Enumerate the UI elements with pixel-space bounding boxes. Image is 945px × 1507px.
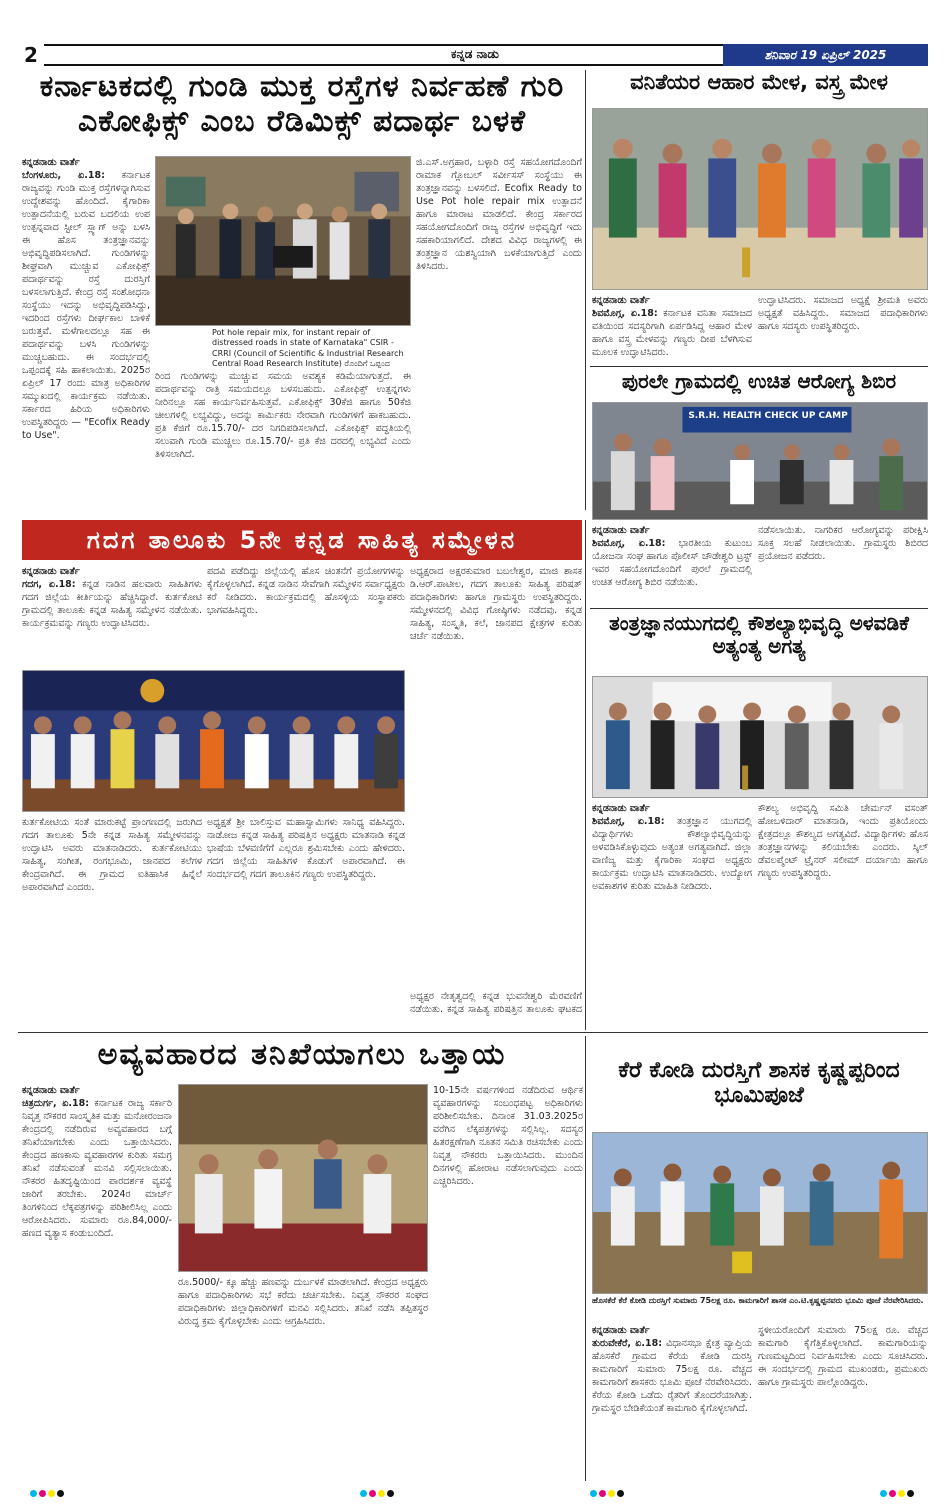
photo-sammelana-stage	[22, 670, 405, 812]
audit-col3: 10-15ನೇ ವರ್ಷಗಳಿಂದ ನಡೆದಿರುವ ಆರ್ಥಿಕ ವ್ಯವಹಾರಗಳನ್ನು ಸಂಬಂಧಪಟ್ಟ ಅಧಿಕಾರಿಗಳು ಪರಿಶೀಲಿಸಬೇಕು. ದಿನಾಂಕ 31.03.2025ರ ವರೆಗಿನ ಲೆಕ್ಕಪತ್ರಗಳನ್ನು ಸಲ್ಲಿಸಿಲ್ಲ. ಸದಸ್ಯರ ಹಿತರಕ್ಷಣೆಗಾಗಿ ನೂತನ ಸಮಿತಿ ರಚಿಸಬೇಕು ಎಂದು ನಿವೃತ್ತ ನೌಕರರು ಒತ್ತಾಯಿಸಿದರು. ಮುಂದಿನ ದಿನಗಳಲ್ಲಿ ಹೋರಾಟ ನಡೆಸಲಾಗುವುದು ಎಂದು ಎಚ್ಚರಿಸಿದರು.	[433, 1085, 583, 1187]
gadag-col2: ಪದವಿ ಪಡೆದಿದ್ದು ಜಿಲ್ಲೆಯಲ್ಲಿ ಹೊಸ ಚಿಂತನೆಗೆ ಪ್ರಯೋಗಗಳನ್ನು ಕೈಗೊಳ್ಳಲಾಗಿದೆ. ಕನ್ನಡ ನಾಡಿನ ಸೇವೆಗಾಗಿ ಸಮ್ಮೇಳನ ಸರ್ವಾಧ್ಯಕ್ಷರು ಕರೆ ನೀಡಿದರು. ಕಾರ್ಯಕ್ರಮದಲ್ಲಿ ಹೊಸಳ್ಳಿಯ ಸಂಸ್ಥಾಪಕರು ಭಾಗವಹಿಸಿದ್ದರು.	[207, 566, 405, 616]
story-text: ಕನ್ನಡ ನಾಡಿನ ಹಲವಾರು ಸಾಹಿತಿಗಳು ಗದಗ ಜಿಲ್ಲೆಯ ಕೀರ್ತಿಯನ್ನು ಹೆಚ್ಚಿಸಿದ್ದಾರೆ. ಕುರ್ತಕೋಟಿ ಗ್ರಾಮದಲ್ಲಿ ತಾಲೂಕು ಕನ್ನಡ ಸಾಹಿತ್ಯ ಸಮ್ಮೇಳನ ನಡೆಯಿತು. ಕಾರ್ಯಕ್ರಮವನ್ನು ಗಣ್ಯರು ಉದ್ಘಾಟಿಸಿದರು.	[22, 579, 202, 629]
column-divider	[585, 1036, 586, 1481]
story-text: ಕರ್ನಾಟಕ ರಾಜ್ಯ ಸರ್ಕಾರಿ ನಿವೃತ್ತ ನೌಕರರ ಸಾಂಸ್ಕೃತಿಕ ಮತ್ತು ಮನೋರಂಜನಾ ಕೇಂದ್ರದಲ್ಲಿ ನಡೆದಿರುವ ಅವ್ಯವಹಾರದ ಬಗ್ಗೆ ತನಿಖೆಯಾಗಬೇಕು ಎಂದು ಒತ್ತಾಯಿಸಿದರು. ಕೇಂದ್ರದ ಹಣಕಾಸು ವ್ಯವಹಾರಗಳ ಕುರಿತು ಸಮಗ್ರ ತನಿಖೆ ನಡೆಸುವಂತೆ ಮನವಿ ಸಲ್ಲಿಸಲಾಯಿತು. ನೌಕರರ ಹಿತದೃಷ್ಟಿಯಿಂದ ಪಾರದರ್ಶಕ ವ್ಯವಸ್ಥೆ ಜಾರಿಗೆ ತರಬೇಕು. 2024ರ ಮಾರ್ಚ್ ತಿಂಗಳಿನಿಂದ ಲೆಕ್ಕಪತ್ರಗಳನ್ನು ಪರಿಶೀಲಿಸಿಲ್ಲ ಎಂದು ಆರೋಪಿಸಿದರು. ಸುಮಾರು ರೂ.84,000/- ಹಣದ ವ್ಯತ್ಯಾಸ ಕಂಡುಬಂದಿದೆ.	[22, 1098, 172, 1239]
headline-food-fair: ವನಿತೆಯರ ಆಹಾರ ಮೇಳ, ವಸ್ತ್ರ ಮೇಳ	[630, 70, 888, 94]
print-registration-dots	[590, 1490, 630, 1498]
photo-health-camp	[592, 402, 928, 520]
headline-skills: ತಂತ್ರಜ್ಞಾನಯುಗದಲ್ಲಿ ಕೌಶಲ್ಯಾಭಿವೃದ್ಧಿ ಅಳವಡಿಕೆ ಅತ್ಯಂತ್ಯ ಅಗತ್ಯ	[609, 612, 909, 658]
gadag-col3: ಅಧ್ಯಕ್ಷರಾದ ಅಕ್ಷರಕುಮಾರ ಬಬಲೇಶ್ವರ, ಮಾಜಿ ಶಾಸಕ ಡಿ.ಆರ್.ಪಾಟೀಲ, ಗದಗ ತಾಲೂಕು ಸಾಹಿತ್ಯ ಪರಿಷತ್ ಪದಾಧಿಕಾರಿಗಳು ಹಾಗೂ ಗ್ರಾಮಸ್ಥರು ಉಪಸ್ಥಿತರಿದ್ದರು. ಸಮ್ಮೇಳನದಲ್ಲಿ ವಿವಿಧ ಗೋಷ್ಠಿಗಳು ನಡೆದವು. ಕನ್ನಡ ಸಾಹಿತ್ಯ, ಸಂಸ್ಕೃತಿ, ಕಲೆ, ಜಾನಪದ ಕ್ಷೇತ್ರಗಳ ಕುರಿತು ಚರ್ಚೆ ನಡೆಯಿತು.	[410, 566, 582, 642]
print-registration-dots	[880, 1490, 920, 1498]
dateline: ಶಿವಮೊಗ್ಗ, ಏ.18:	[592, 308, 658, 319]
dateline: ಶಿವಮೊಗ್ಗ, ಏ.18:	[592, 538, 666, 549]
column-divider	[585, 520, 586, 1030]
gadag-col5: ಅಧ್ಯಕ್ಷತೆ ಶ್ರೀ ಬಾಲಿಸ್ತುವ ಮಹಾಸ್ವಾಮಿಗಳು ಸಾನಿಧ್ಯ ವಹಿಸಿದ್ದರು. ನಾಡೋಜ ಕನ್ನಡ ಸಾಹಿತ್ಯ ಪರಿಷತ್ತಿನ ಅಧ್ಯಕ್ಷರು ಮಾತನಾಡಿ ಕನ್ನಡ ಭಾಷೆಯ ಬೆಳವಣಿಗೆಗೆ ಎಲ್ಲರೂ ಶ್ರಮಿಸಬೇಕು ಎಂದು ಹೇಳಿದರು. ಗದಗ ಜಿಲ್ಲೆಯ ಸಾಹಿತಿಗಳ ಕೊಡುಗೆ ಅಪಾರವಾಗಿದೆ. ಈ ಸಂದರ್ಭದಲ್ಲಿ ಗದಗ ತಾಲೂಕಿನ ಗಣ್ಯರು ಉಪಸ್ಥಿತರಿದ್ದರು.	[207, 817, 405, 880]
byline: ಕನ್ನಡನಾಡು ವಾರ್ತೆ	[22, 1085, 80, 1096]
byline: ಕನ್ನಡನಾಡು ವಾರ್ತೆ	[22, 566, 80, 577]
health-camp-banner: S.R.H. HEALTH CHECK UP CAMP	[688, 411, 848, 421]
byline: ಕನ್ನಡನಾಡು ವಾರ್ತೆ	[592, 525, 650, 536]
lake-col1	[592, 1324, 752, 1479]
byline: ಕನ್ನಡನಾಡು ವಾರ್ತೆ	[592, 1325, 650, 1336]
photo-audit-meeting	[178, 1084, 428, 1272]
skills-col2: ಕೌಶಲ್ಯ ಅಭಿವೃದ್ಧಿ ಸಮಿತಿ ಚೇರ್ಮನ್ ವಸಂತ್ ಹೋಬಳಿದಾರ್ ಮಾತನಾಡಿ, ಇಂದು ಪ್ರತಿಯೊಂದು ಕ್ಷೇತ್ರದಲ್ಲೂ ಕೌಶಲ್ಯದ ಅಗತ್ಯವಿದೆ. ವಿದ್ಯಾರ್ಥಿಗಳು ಹೊಸ ತಂತ್ರಜ್ಞಾನಗಳನ್ನು ಕಲಿಯಬೇಕು ಎಂದರು. ಸ್ಕಿಲ್ ಡೆವಲಪ್ಮೆಂಟ್ ಟ್ರೈನರ್ ಸಲೀಮ್ ದರ್ಯಾಯಿ ಹಾಗೂ ಗಣ್ಯರು ಉಪಸ್ಥಿತರಿದ್ದರು.	[758, 803, 928, 879]
audit-col1	[22, 1084, 172, 1479]
health-camp-col2: ನಡೆಸಲಾಯಿತು. ನಾಗರಿಕರ ಆರೋಗ್ಯವನ್ನು ಪರೀಕ್ಷಿಸಿ ಸೂಕ್ತ ಸಲಹೆ ನೀಡಲಾಯಿತು. ಗ್ರಾಮಸ್ಥರು ಶಿಬಿರದ ಪ್ರಯೋಜನ ಪಡೆದರು.	[758, 525, 928, 562]
print-registration-dots	[30, 1490, 70, 1498]
photo-food-fair	[592, 108, 928, 290]
skills-col1	[592, 802, 752, 1028]
print-registration-dots	[360, 1490, 400, 1498]
dateline: ಗದಗ, ಏ.18:	[22, 579, 76, 590]
headline-gadag-sammelana: ಗದಗ ತಾಲೂಕು 5ನೇ ಕನ್ನಡ ಸಾಹಿತ್ಯ ಸಮ್ಮೇಳನ	[22, 520, 582, 560]
section-divider	[18, 1032, 928, 1033]
dateline: ಬೆಂಗಳೂರು, ಏ.18:	[22, 170, 105, 181]
food-fair-col1	[592, 294, 752, 364]
food-fair-col2: ಉದ್ಘಾಟಿಸಿದರು. ಸಮಾಜದ ಅಧ್ಯಕ್ಷೆ ಶ್ರೀಮತಿ ಅವರು ಅಧ್ಯಕ್ಷತೆ ವಹಿಸಿದ್ದರು. ಸಮಾಜದ ಪದಾಧಿಕಾರಿಗಳು ಹಾಗೂ ಸದಸ್ಯರು ಉಪಸ್ಥಿತರಿದ್ದರು.	[758, 295, 928, 332]
paper-name: ಕನ್ನಡ ನಾಡು	[451, 47, 499, 61]
audit-col2: ರೂ.5000/- ಕ್ಕೂ ಹೆಚ್ಚು ಹಣವನ್ನು ದುರ್ಬಳಕೆ ಮಾಡಲಾಗಿದೆ. ಕೇಂದ್ರದ ಅಧ್ಯಕ್ಷರು ಹಾಗೂ ಪದಾಧಿಕಾರಿಗಳು ಸಭೆ ಕರೆದು ಚರ್ಚಿಸಬೇಕು. ನಿವೃತ್ತ ನೌಕರರ ಸಂಘದ ಪದಾಧಿಕಾರಿಗಳು ಜಿಲ್ಲಾಧಿಕಾರಿಗಳಿಗೆ ಮನವಿ ಸಲ್ಲಿಸಿದರು. ತನಿಖೆ ನಡೆಸಿ ತಪ್ಪಿತಸ್ಥರ ವಿರುದ್ಧ ಕ್ರಮ ಕೈಗೊಳ್ಳಬೇಕು ಎಂದು ಆಗ್ರಹಿಸಿದರು.	[178, 1277, 428, 1327]
headline-lake-repair: ಕೆರೆ ಕೋಡಿ ದುರಸ್ತಿಗೆ ಶಾಸಕ ಕೃಷ್ಣಪ್ಪರಿಂದ ಭೂಮಿಪೂಜೆ	[618, 1058, 900, 1109]
health-camp-col1	[592, 524, 752, 606]
gadag-col4: ಕುರ್ತಕೋಟಿಯ ಸಂತೆ ಮಾರುಕಟ್ಟೆ ಪ್ರಾಂಗಣದಲ್ಲಿ ಜರುಗಿದ ಗದಗ ತಾಲೂಕು 5ನೇ ಕನ್ನಡ ಸಾಹಿತ್ಯ ಸಮ್ಮೇಳನವನ್ನು ಉದ್ಘಾಟಿಸಿ ಅವರು ಮಾತನಾಡಿದರು. ಕುರ್ತಕೋಟಿಯು ಸಾಹಿತ್ಯ, ಸಂಗೀತ, ರಂಗಭೂಮಿ, ಜಾನಪದ ಕಲೆಗಳ ಕೇಂದ್ರವಾಗಿದೆ. ಈ ಗ್ರಾಮದ ಐತಿಹಾಸಿಕ ಹಿನ್ನೆಲೆ ಅಪಾರವಾಗಿದೆ ಎಂದರು.	[22, 817, 202, 893]
main-story-col3	[416, 156, 582, 508]
lake-col2: ಸ್ಥಳೀಯರೊಂದಿಗೆ ಸುಮಾರು 75ಲಕ್ಷ ರೂ. ವೆಚ್ಚದ ಕಾಮಗಾರಿ ಕೈಗೆತ್ತಿಕೊಳ್ಳಲಾಗಿದೆ. ಕಾಮಗಾರಿಯನ್ನು ಗುಣಮಟ್ಟದಿಂದ ನಿರ್ವಹಿಸಬೇಕು ಎಂದು ಸೂಚಿಸಿದರು. ಈ ಸಂದರ್ಭದಲ್ಲಿ ಗ್ರಾಮದ ಮುಖಂಡರು, ಪ್ರಮುಖರು ಹಾಗೂ ಗ್ರಾಮಸ್ಥರು ಪಾಲ್ಗೊಂಡಿದ್ದರು.	[758, 1325, 928, 1388]
headline-main: ಕರ್ನಾಟಕದಲ್ಲಿ ಗುಂಡಿ ಮುಕ್ತ ರಸ್ತೆಗಳ ನಿರ್ವಹಣೆ ಗುರಿ ಎಕೋಫಿಕ್ಸ್ ಎಂಬ ರೆಡಿಮಿಕ್ಸ್ ಪದಾರ್ಥ ಬಳಕೆ	[39, 70, 565, 139]
headline-audit: ಅವ್ಯವಹಾರದ ತನಿಖೆಯಾಗಲು ಒತ್ತಾಯ	[97, 1038, 507, 1072]
story-text: ಭಾರತೀಯ ಕುಟುಂಬ ಯೋಜನಾ ಸಂಘ ಹಾಗೂ ಪೊಲೀಸ್ ಚೌಡೇಶ್ವರಿ ಟ್ರಸ್ಟ್ ಇವರ ಸಹಯೋಗದೊಂದಿಗೆ ಪುರಲೆ ಗ್ರಾಮದಲ್ಲಿ ಉಚಿತ ಆರೋಗ್ಯ ಶಿಬಿರ ನಡೆಯಿತು.	[592, 538, 752, 588]
gadag-col6: ಅಧ್ಯಕ್ಷರ ನೇತೃತ್ವದಲ್ಲಿ ಕನ್ನಡ ಭುವನೇಶ್ವರಿ ಮೆರವಣಿಗೆ ನಡೆಯಿತು. ಕನ್ನಡ ಸಾಹಿತ್ಯ ಪರಿಷತ್ತಿನ ತಾಲೂಕು ಘಟಕದ	[410, 991, 582, 1015]
lake-photo-caption: ಹೊಸಕೆರೆ ಕೆರೆ ಕೋಡಿ ದುರಸ್ತಿಗೆ ಸುಮಾರು 75ಲಕ್ಷ ರೂ. ಕಾಮಗಾರಿಗೆ ಶಾಸಕ ಎಂ.ಟಿ.ಕೃಷ್ಣಪ್ಪನವರು ಭೂಮಿ ಪೂಜೆ ನೆರವೇರಿಸಿದರು.	[592, 1296, 924, 1305]
story-text: ಕರ್ನಾಟಕ ವನಿತಾ ಸಮಾಜದ ವತಿಯಿಂದ ಸದಸ್ಯರಿಗಾಗಿ ಏರ್ಪಡಿಸಿದ್ದ ಆಹಾರ ಮೇಳ ಹಾಗೂ ವಸ್ತ್ರ ಮೇಳವನ್ನು ಗಣ್ಯರು ದೀಪ ಬೆಳಗಿಸುವ ಮೂಲಕ ಉದ್ಘಾಟಿಸಿದರು.	[592, 308, 752, 358]
headline-health-camp: ಪುರಲೇ ಗ್ರಾಮದಲ್ಲಿ ಉಚಿತ ಆರೋಗ್ಯ ಶಿಬಿರ	[621, 370, 897, 393]
byline: ಕನ್ನಡನಾಡು ವಾರ್ತೆ	[592, 295, 650, 306]
byline: ಕನ್ನಡನಾಡು ವಾರ್ತೆ	[592, 803, 650, 814]
story-text: ಜಿ.ಎಸ್.ಅಗ್ರಹಾರ, ಬಳ್ಳಾರಿ ರಸ್ತೆ ಸಹಯೋಗದೊಂದಿಗೆ ರಾಮಾಕ ಗ್ಲೋಬಲ್ ಸರ್ವೀಸಸ್ ಸಂಸ್ಥೆಯು ಈ ತಂತ್ರಜ್ಞಾನವನ್ನು ಬಳಸಲಿದೆ. Ecofix Ready to Use Pot hole repair mix ಉತ್ಪಾದನೆ ಹಾಗೂ ಮಾರಾಟ ಮಾಡಲಿದೆ. ಕೇಂದ್ರ ಸರ್ಕಾರದ ಸಹಯೋಗದೊಂದಿಗೆ ರಾಜ್ಯ ರಸ್ತೆಗಳ ಅಭಿವೃದ್ಧಿಗೆ ಇದು ಸಹಕಾರಿಯಾಗಲಿದೆ. ದೇಶದ ವಿವಿಧ ರಾಜ್ಯಗಳಲ್ಲಿ ಈ ತಂತ್ರಜ್ಞಾನ ಯಶಸ್ವಿಯಾಗಿ ಬಳಕೆಯಾಗುತ್ತಿದೆ ಎಂದು ತಿಳಿಸಿದರು.	[416, 157, 582, 272]
main-photo-caption: Pot hole repair mix, for instant repair of distressed roads in state of Karnataka" CSIR - CRRI (Council of Scientific & Industrial Research Central Road Research Institute) ರೊಂದಿಗೆ ಒಪ್ಪಂದ	[212, 328, 404, 368]
photo-agreement-signing	[155, 156, 411, 326]
issue-date: ಶನಿವಾರ 19 ಏಪ್ರಿಲ್ 2025	[723, 44, 928, 66]
page-number: 2	[18, 44, 44, 66]
dateline: ಶಿವಮೊಗ್ಗ, ಏ.18:	[592, 816, 665, 827]
gadag-col1	[22, 565, 202, 667]
column-divider	[585, 70, 586, 510]
main-story-col2: ರಿಂದ ಗುಂಡಿಗಳನ್ನು ಮುಚ್ಚುವ ಸಮಯ ಅವಶ್ಯಕ ಕಡಿಮೆಯಾಗುತ್ತದೆ. ಈ ಪದಾರ್ಥವನ್ನು ರಾತ್ರಿ ಸಮಯದಲ್ಲೂ ಬಳಸಬಹುದು. ಎಕೋಫಿಕ್ಸ್ ಉತ್ಪನ್ನಗಳು ನೀರಿನಲ್ಲೂ ಸಹ ಕಾರ್ಯನಿರ್ವಹಿಸುತ್ತವೆ. ಎಕೋಫಿಕ್ಸ್ 30ಕೆಜಿ ಹಾಗೂ 50ಕೆಜಿ ಚೀಲಗಳಲ್ಲಿ ಲಭ್ಯವಿದ್ದು, ಅದನ್ನು ಕಾರ್ಮಿಕರು ನೇರವಾಗಿ ಗುಂಡಿಗಳಿಗೆ ಹಾಕಬಹುದು. ಪ್ರತಿ ಕೆಜಿಗೆ ರೂ.15.70/- ದರ ನಿಗದಿಪಡಿಸಲಾಗಿದೆ. ಎಕೋಫಿಕ್ಸ್ ಪದ್ಧತಿಯಲ್ಲಿ ಸಲುವಾಗಿ ಗುಂಡಿ ಮುಚ್ಚಲು ರೂ.15.70/- ಪ್ರತಿ ಕೆಜಿ ದರದಲ್ಲಿ ಲಭ್ಯವಿದೆ ಎಂದು ತಿಳಿಸಲಾಗಿದೆ.	[155, 371, 411, 460]
story-text: ಕರ್ನಾಟಕ ರಾಜ್ಯವನ್ನು ಗುಂಡಿ ಮುಕ್ತ ರಸ್ತೆಗಳನ್ನಾಗಿಸುವ ಉದ್ದೇಶವನ್ನು ಹೊಂದಿದೆ. ಕೈಗಾರಿಕಾ ಉತ್ಪಾದನೆಯಲ್ಲಿ ಬರುವ ಬದಲಿಯ ಉಪ ಉತ್ಪನ್ನವಾದ ಸ್ಟೀಲ್ ಸ್ಲ್ಯಾಗ್ ಅನ್ನು ಬಳಸಿ ಈ ಹೊಸ ತಂತ್ರಜ್ಞಾನವನ್ನು ಅಭಿವೃದ್ಧಿಪಡಿಸಲಾಗಿದೆ. ಗುಂಡಿಗಳನ್ನು ಶೀಘ್ರವಾಗಿ ಮುಚ್ಚುವ ಎಕೋಫಿಕ್ಸ್ ಪದಾರ್ಥವನ್ನು ರಸ್ತೆ ದುರಸ್ತಿಗೆ ಬಳಸಲಾಗುತ್ತಿದೆ. ಕೇಂದ್ರ ರಸ್ತೆ ಸಂಶೋಧನಾ ಸಂಸ್ಥೆಯು ಇದನ್ನು ಅಭಿವೃದ್ಧಿಪಡಿಸಿದ್ದು, ಇದರಿಂದ ರಸ್ತೆಗಳು ದೀರ್ಘಕಾಲ ಬಾಳಿಕೆ ಬರುತ್ತವೆ. ಮಳೆಗಾಲದಲ್ಲೂ ಸಹ ಈ ಪದಾರ್ಥವನ್ನು ಬಳಸಿ ಗುಂಡಿಗಳನ್ನು ಮುಚ್ಚಬಹುದು. ಈ ಸಂದರ್ಭದಲ್ಲಿ ಒಪ್ಪಂದಕ್ಕೆ ಸಹಿ ಹಾಕಲಾಯಿತು. 2025ರ ಏಪ್ರಿಲ್ 17 ರಂದು ಮಾತ್ರ ಅಧಿಕಾರಿಗಳ ಸಮ್ಮುಖದಲ್ಲಿ ಕಾರ್ಯಕ್ರಮ ನಡೆಯಿತು. ಸರ್ಕಾರದ ಹಿರಿಯ ಅಧಿಕಾರಿಗಳು ಉಪಸ್ಥಿತರಿದ್ದರು — "Ecofix Ready to Use".	[22, 170, 150, 441]
main-story-col1	[22, 156, 150, 508]
story-text: ತಂತ್ರಜ್ಞಾನ ಯುಗದಲ್ಲಿ ವಿದ್ಯಾರ್ಥಿಗಳು ಕೌಶಲ್ಯಾಭಿವೃದ್ಧಿಯನ್ನು ಅಳವಡಿಸಿಕೊಳ್ಳುವುದು ಅತ್ಯಂತ ಅಗತ್ಯವಾಗಿದೆ. ಜಿಲ್ಲಾ ವಾಣಿಜ್ಯ ಮತ್ತು ಕೈಗಾರಿಕಾ ಸಂಘದ ಅಧ್ಯಕ್ಷರು ಕಾರ್ಯಕ್ರಮ ಉದ್ಘಾಟಿಸಿ ಮಾತನಾಡಿದರು. ಉದ್ಯೋಗ ಅವಕಾಶಗಳ ಕುರಿತು ಮಾಹಿತಿ ನೀಡಿದರು.	[592, 816, 752, 892]
photo-bhoomi-pooja	[592, 1132, 928, 1294]
byline: ಕನ್ನಡನಾಡು ವಾರ್ತೆ	[22, 157, 80, 168]
story-text: ವಿಧಾನಸಭಾ ಕ್ಷೇತ್ರ ವ್ಯಾಪ್ತಿಯ ಹೊಸಕೆರೆ ಗ್ರಾಮದ ಕೆರೆಯ ಕೋಡಿ ದುರಸ್ತಿ ಕಾಮಗಾರಿಗೆ ಸುಮಾರು 75ಲಕ್ಷ ರೂ. ವೆಚ್ಚದ ಕಾಮಗಾರಿಗೆ ಶಾಸಕರು ಭೂಮಿ ಪೂಜೆ ನೆರವೇರಿಸಿದರು. ಕೆರೆಯ ಕೋಡಿ ಒಡೆದು ರೈತರಿಗೆ ತೊಂದರೆಯಾಗಿತ್ತು. ಗ್ರಾಮಸ್ಥರ ಬೇಡಿಕೆಯಂತೆ ಕಾಮಗಾರಿ ಕೈಗೊಳ್ಳಲಾಗಿದೆ.	[592, 1338, 752, 1414]
dateline: ತುರುವೇಕೆರೆ, ಏ.18:	[592, 1338, 663, 1349]
photo-skills-event	[592, 676, 928, 798]
dateline: ಚಿತ್ರದುರ್ಗ, ಏ.18:	[22, 1098, 90, 1109]
section-divider	[590, 608, 928, 609]
section-divider	[590, 366, 928, 367]
